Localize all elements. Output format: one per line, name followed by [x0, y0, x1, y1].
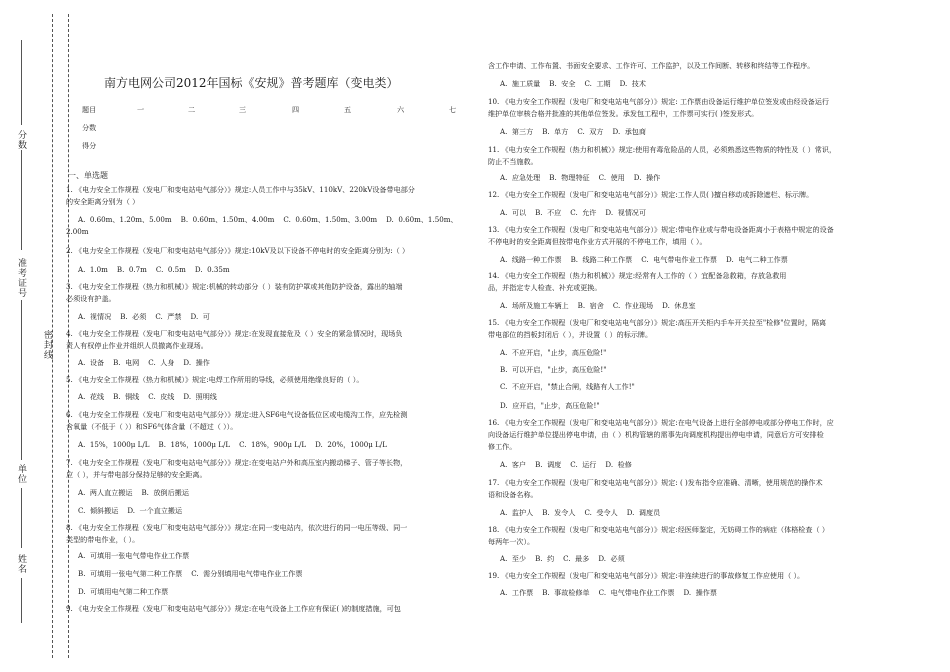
divider [21, 300, 22, 460]
score-cell: 七 [449, 105, 457, 114]
answer-option-line: C. 倾斜搬运 D. 一个直立搬运 [78, 506, 183, 515]
question-line: 修工作。 [488, 442, 517, 451]
question-line: 2. 《电力安全工作规程（发电厂和变电站电气部分）》规定:10kV及以下设备不停电时的安全距离分别为:（ ） [66, 246, 410, 255]
score-cell: 四 [292, 105, 300, 114]
section-heading: 一、单选题 [68, 171, 108, 180]
answer-option-line: D. 应开启，"止步，高压危险!" [500, 401, 600, 410]
unit-label: 单位 [16, 464, 26, 484]
question-line: 责人有权停止作业并组织人员撤离作业现场。 [66, 341, 208, 350]
seal-label: 密封线 [42, 330, 52, 360]
page-title: 南方电网公司2012年国标《安规》普考题库（变电类） [104, 76, 399, 90]
question-line: 6. 《电力安全工作规程（发电厂和变电站电气部分）》规定:进入SF6电气设备低位区或电缆沟工作，应先检测 [66, 410, 408, 419]
question-line: 必须设有护盖。 [66, 294, 116, 303]
question-line: 15. 《电力安全工作规程（发电厂和变电站电气部分）》规定:高压开关柜内手车开关拉至"检修"位置时，隔离 [488, 318, 827, 327]
question-line: 3. 《电力安全工作规程（热力和机械）》规定:机械的转动部分（ ）装有防护罩或其他防护设备，露出的轴端 [66, 282, 403, 291]
question-line: 11. 《电力安全工作规程（热力和机械）》规定:使用有毒危险品的人员，必须熟悉这些物质的特性及（ ）常识， [488, 145, 837, 154]
question-line: 不停电时的安全距离但按带电作业方式开展的不停电工作，填用（ ）。 [488, 237, 707, 246]
exam-number-label: 准考证号 [16, 258, 26, 298]
question-line: 10. 《电力安全工作规程（发电厂和变电站电气部分）》规定: 工作票由设备运行维护单位签发或由经设备运行 [488, 97, 829, 106]
score-cell: 二 [188, 105, 196, 114]
question-line: 品，并指定专人检查、补充或更换。 [488, 283, 602, 292]
score-cell: 五 [344, 105, 352, 114]
question-line: 9. 《电力安全工作规程（发电厂和变电站电气部分）》规定:在电气设备上工作应有保证( )的制度措施，可包 [66, 604, 401, 613]
answer-option-line: B. 可以开启，"止步，高压危险!" [500, 365, 607, 374]
answer-option-line: A. 施工质量 B. 安全 C. 工期 D. 技术 [500, 79, 646, 88]
question-line: 13. 《电力安全工作规程（发电厂和变电站电气部分）》规定:带电作业或与带电设备距离小于表格中规定的设备 [488, 225, 834, 234]
question-line: 维护单位审核合格并批准的其他单位签发。承发包工程中，工作票可实行( )签发形式。 [488, 109, 759, 118]
answer-option-line: A. 不应开启，"止步，高压危险!" [500, 348, 607, 357]
answer-option-line: A. 花线 B. 铜线 C. 皮线 D. 照明线 [78, 392, 217, 401]
question-line: 16. 《电力安全工作规程（发电厂和变电站电气部分）》规定:在电气设备上进行全部停电或部分停电工作时，应 [488, 418, 834, 427]
divider [21, 578, 22, 623]
question-line: 1. 《电力安全工作规程（发电厂和变电站电气部分）》规定:人员工作中与35kV、110kV、220kV设备带电部分 [66, 185, 415, 194]
answer-option-line: A. 可以 B. 不应 C. 允许 D. 视情况可 [500, 208, 646, 217]
score-cell: 三 [239, 105, 247, 114]
question-line: 7. 《电力安全工作规程（发电厂和变电站电气部分）》规定:在变电站户外和高压室内搬动梯子、管子等长物， [66, 458, 408, 467]
answer-option-line: A. 应急处理 B. 物理特征 C. 使用 D. 操作 [500, 173, 661, 182]
answer-option-line: A. 客户 B. 调度 C. 运行 D. 检修 [500, 460, 632, 469]
question-line: 语和设备名称。 [488, 490, 538, 499]
answer-option-line: A. 两人直立搬运 B. 放倒后搬运 [78, 488, 189, 497]
score-cell: 一 [137, 105, 145, 114]
divider [21, 40, 22, 125]
score-header-row [82, 105, 482, 117]
question-line: 12. 《电力安全工作规程（发电厂和变电站电气部分）》规定:工作人员( )擅自移动或拆除遮栏、标示牌。 [488, 190, 814, 199]
question-line: 2.00m [66, 227, 89, 236]
answer-option-line: A. 视情况 B. 必须 C. 严禁 D. 可 [78, 312, 210, 321]
question-line: 含工作申请、工作布置、书面安全要求、工作许可、工作监护，以及工作间断、转移和终结等工作程序。 [488, 61, 815, 70]
question-line: 类型的带电作业，（ ）。 [66, 535, 140, 544]
score-cell: 六 [397, 105, 405, 114]
answer-option-line: A. 至少 B. 约 C. 最多 D. 必须 [500, 554, 625, 563]
answer-option-line: A. 设备 B. 电网 C. 人身 D. 操作 [78, 358, 210, 367]
score-cell: 题目 [82, 105, 97, 114]
question-line: 防止不当施救。 [488, 157, 538, 166]
answer-option-line: A. 工作票 B. 事故检修单 C. 电气带电作业工作票 D. 操作票 [500, 588, 717, 597]
divider [21, 488, 22, 548]
answer-option-line: C. 不应开启，"禁止合闸，线路有人工作!" [500, 382, 635, 391]
question-line: 14. 《电力安全工作规程（热力和机械）》规定:经常有人工作的（ ）宜配备急救箱，存放急救用 [488, 271, 787, 280]
answer-option-line: A. 监护人 B. 发令人 C. 受令人 D. 调度员 [500, 508, 661, 517]
question-line: 17. 《电力安全工作规程（发电厂和变电站电气部分）》规定: ( )发布指令应准确、清晰，使用规范的操作术 [488, 478, 823, 487]
seal-line [52, 14, 53, 658]
answer-option-line: A. 可填用一张电气带电作业工作票 [78, 551, 190, 560]
question-line: 每两年一次）。 [488, 537, 535, 546]
question-line: 18. 《电力安全工作规程（发电厂和变电站电气部分）》规定:经医师鉴定，无妨碍工作的病症（体格检查（ ） [488, 525, 829, 534]
answer-option-line: A. 第三方 B. 单方 C. 双方 D. 承包商 [500, 127, 646, 136]
answer-option-line: A. 15%，1000μ L/L B. 18%，1000μ L/L C. 18%，900μ L/L D. 20%，1000μ L/L [78, 440, 387, 449]
question-line: 19. 《电力安全工作规程（发电厂和变电站电气部分）》规定:非连续进行的事故修复工作应使用（ ）。 [488, 571, 805, 580]
question-line: 向设备运行维护单位提出停电申请，由（ ）机构管辖的需事先向调度机构提出停电申请，同意后方可安排检 [488, 430, 824, 439]
question-line: 5. 《电力安全工作规程（热力和机械）》规定:电焊工作所用的导线，必须使用绝缘良好的（ ）。 [66, 375, 364, 384]
divider [21, 150, 22, 250]
question-line: 应（ ），并与带电部分保持足够的安全距离。 [66, 470, 207, 479]
answer-option-line: A. 0.60m、1.20m、5.00m B. 0.60m、1.50m、4.00m C. 0.60m、1.50m、3.00m D. 0.60m、1.50m、 [78, 215, 458, 224]
question-line: 带电部位的挡板封闭后（ ），并设置（ ）的标示牌。 [488, 330, 653, 339]
score-row-label: 分数 [82, 123, 97, 132]
points-row-label: 得分 [82, 141, 97, 150]
score-label: 分数 [16, 130, 26, 150]
answer-option-line: A. 线路一种工作票 B. 线路二种工作票 C. 电气带电作业工作票 D. 电气二种工作票 [500, 255, 788, 264]
question-line: 的安全距离分别为（ ） [66, 197, 140, 206]
question-line: 含氧量（不低于（ ））和SF6气体含量（不超过（ ））。 [66, 422, 238, 431]
question-line: 8. 《电力安全工作规程（发电厂和变电站电气部分）》规定:在同一变电站内，依次进行的同一电压等级、同一 [66, 523, 408, 532]
name-label: 姓名 [16, 554, 26, 574]
question-line: 4. 《电力安全工作规程（发电厂和变电站电气部分）》规定:在发现直接危及（ ）安全的紧急情况时，现场负 [66, 329, 403, 338]
answer-option-line: A. 1.0m B. 0.7m C. 0.5m D. 0.35m [78, 265, 230, 274]
answer-option-line: D. 可填用电气第二种工作票 [78, 587, 169, 596]
answer-option-line: B. 可填用一张电气第二种工作票 C. 需分别填用电气带电作业工作票 [78, 569, 303, 578]
answer-option-line: A. 场所及施工车辆上 B. 宿舍 C. 作业现场 D. 休息室 [500, 301, 696, 310]
